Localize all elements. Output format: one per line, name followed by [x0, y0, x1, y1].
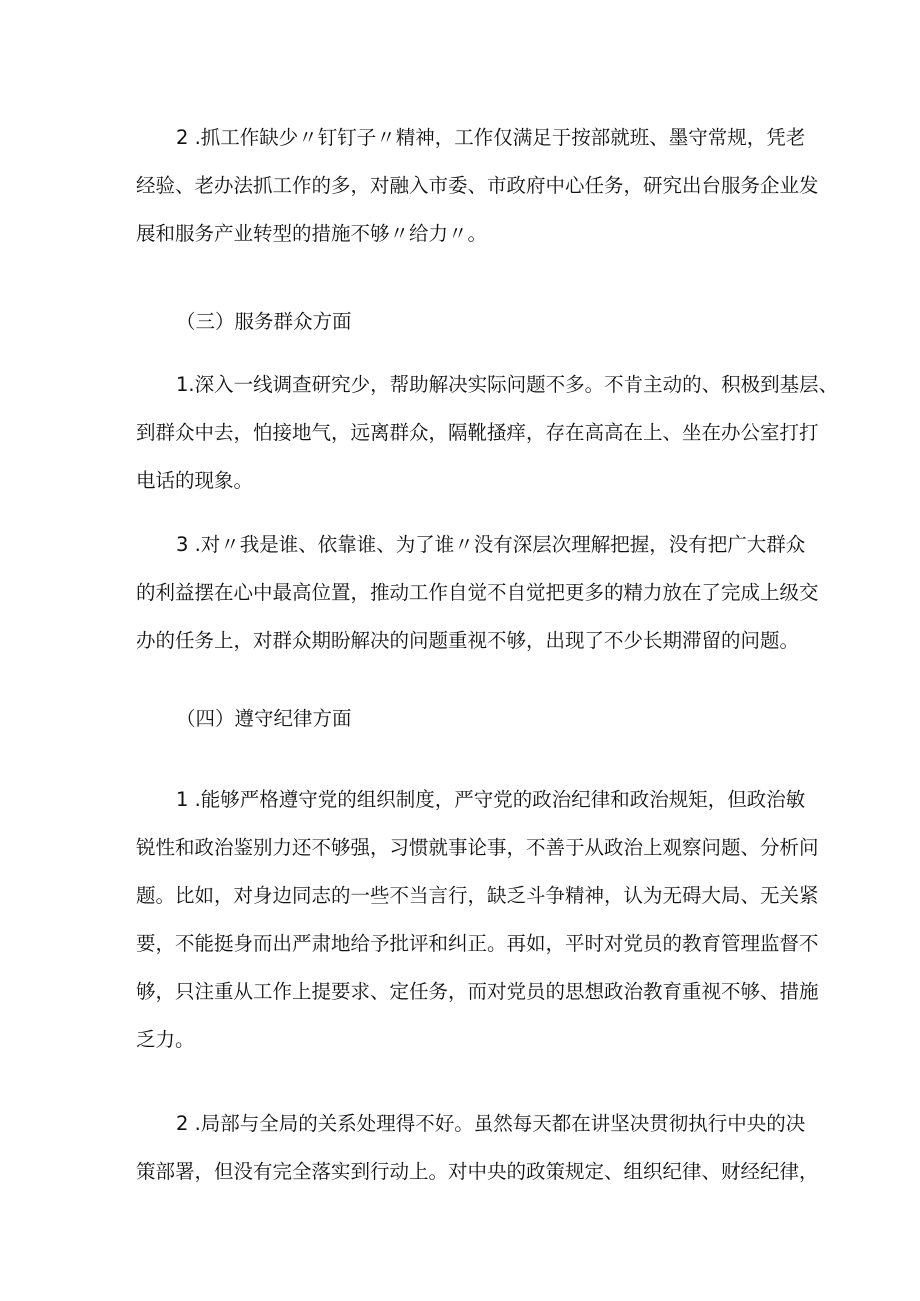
section-heading-discipline: （四）遵守纪律方面	[176, 707, 352, 730]
paragraph-line: 办的任务上，对群众期盼解决的问题重视不够，出现了不少长期滞留的问题。	[136, 629, 800, 652]
paragraph-work-spirit	[136, 114, 819, 258]
paragraph-line: 锐性和政治鉴别力还不够强，习惯就事论事，不善于从政治上观察问题、分析问	[136, 836, 819, 859]
paragraph-line: 到群众中去，怕接地气，远离群众，隔靴搔痒，存在高高在上、坐在办公室打打	[136, 421, 819, 444]
paragraph-political-sensitivity	[136, 776, 819, 1064]
paragraph-field-research	[136, 361, 839, 505]
paragraph-line: 2 .局部与全局的关系处理得不好。虽然每天都在讲坚决贯彻执行中央的决	[176, 1112, 806, 1135]
paragraph-line: 经验、老办法抓工作的多，对融入市委、市政府中心任务，研究出台服务企业发	[136, 174, 819, 197]
paragraph-line: 题。比如，对身边同志的一些不当言行，缺乏斗争精神，认为无碍大局、无关紧	[136, 884, 819, 907]
paragraph-line: 策部署，但没有完全落实到行动上。对中央的政策规定、组织纪律、财经纪律，	[136, 1160, 819, 1183]
section-heading-serve-masses: （三）服务群众方面	[176, 310, 352, 333]
paragraph-line: 2 .抓工作缺少〃钉钉子〃精神，工作仅满足于按部就班、墨守常规，凭老	[176, 126, 806, 149]
paragraph-line: 1.深入一线调查研究少，帮助解决实际问题不多。不肯主动的、积极到基层、	[176, 373, 839, 396]
paragraph-local-vs-overall	[136, 1100, 819, 1196]
paragraph-line: 要，不能挺身而出严肃地给予批评和纠正。再如，平时对党员的教育管理监督不	[136, 932, 819, 955]
paragraph-line: 的利益摆在心中最高位置，推动工作自觉不自觉把更多的精力放在了完成上级交	[136, 581, 819, 604]
paragraph-line: 3 .对〃我是谁、依靠谁、为了谁〃没有深层次理解把握，没有把广大群众	[176, 533, 806, 556]
paragraph-who-am-i	[136, 521, 819, 665]
paragraph-line: 电话的现象。	[136, 469, 254, 492]
paragraph-line: 乏力。	[136, 1028, 195, 1051]
paragraph-line: 展和服务产业转型的措施不够〃给力〃。	[136, 222, 488, 245]
paragraph-line: 够，只注重从工作上提要求、定任务，而对党员的思想政治教育重视不够、措施	[136, 980, 819, 1003]
paragraph-line: 1 .能够严格遵守党的组织制度，严守党的政治纪律和政治规矩，但政治敏	[176, 788, 806, 811]
